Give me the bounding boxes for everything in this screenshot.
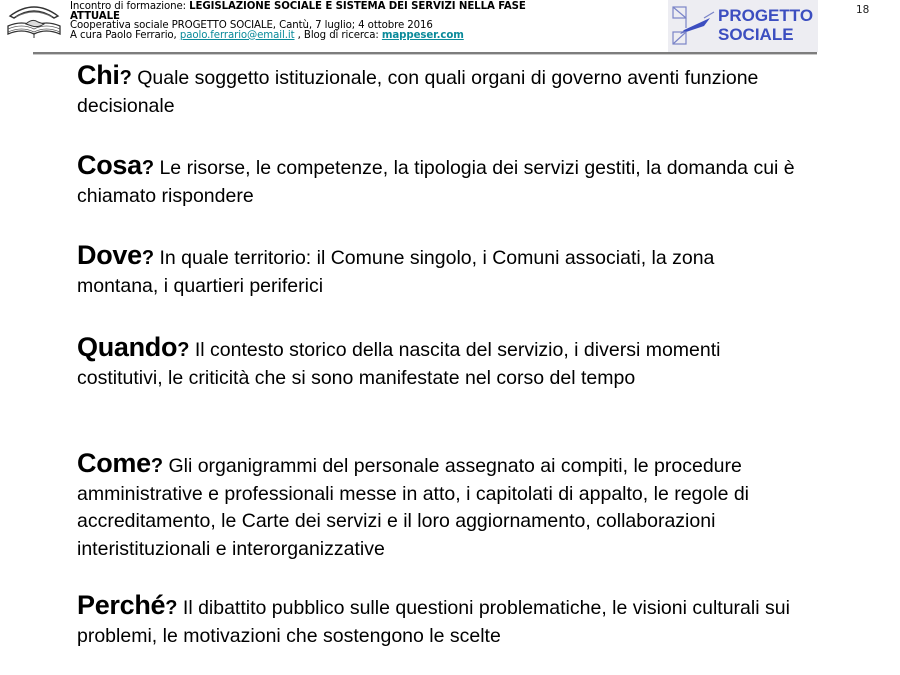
blog-prefix: , Blog di ricerca: [294,29,382,41]
question-block-perche [77,592,797,650]
event-title-cont: ATTUALE [70,10,120,22]
question-mark: ? [165,597,178,619]
question-keyword: Quando [77,332,178,362]
question-block-dove [77,242,797,300]
question-text: In quale territorio: il Comune singolo, i Comuni associati, la zona montana, i quartieri periferici [77,247,715,297]
question-keyword: Dove [77,240,142,270]
question-text: Il dibattito pubblico sulle questioni problematiche, le visioni culturali sui problemi, le motivazioni che sostengono le scelte [77,597,790,647]
question-keyword: Perché [77,590,166,620]
blog-link[interactable]: mappeser.com [381,29,464,41]
question-text: Il contesto storico della nascita del servizio, i diversi momenti costitutivi, le criticità che si sono manifestate nel corso del tempo [77,339,721,389]
slide-header [0,0,900,56]
progetto-sociale-logo-icon [670,4,716,48]
question-keyword: Chi [77,60,120,90]
question-block-chi [77,62,797,120]
organizer-line: Cooperativa sociale PROGETTO SOCIALE, Cantù, 7 luglio; 4 ottobre 2016 [70,20,433,32]
page-number: 18 [856,4,870,16]
header-divider [33,52,817,55]
curator-prefix: A cura Paolo Ferrario, [70,29,180,41]
question-text: Quale soggetto istituzionale, con quali organi di governo aventi funzione decisionale [77,67,759,117]
question-text: Gli organigrammi del personale assegnato ai compiti, le procedure amministrative e professionali messe in atto, i capitolati di appalto, le regole di accreditamento, le Carte dei servizi e il loro aggiornamento, collaborazioni interistituzionali e interorganizzative [77,455,750,560]
question-keyword: Come [77,448,151,478]
question-mark: ? [119,67,132,89]
event-prefix: Incontro di formazione: [70,1,190,12]
progetto-sociale-logo [668,0,818,52]
question-block-come [77,450,797,563]
logo-text-line2: SOCIALE [718,25,794,44]
question-mark: ? [141,157,155,179]
question-block-quando [77,334,797,392]
email-link[interactable]: paolo.ferrario@email.it [179,29,295,41]
question-text: Le risorse, le competenze, la tipologia dei servizi gestiti, la domanda cui è chiamato rispondere [77,157,795,207]
question-mark: ? [177,339,190,361]
question-keyword: Cosa [77,150,142,180]
question-block-cosa [77,152,797,210]
question-mark: ? [150,455,164,477]
header-info [70,2,630,40]
open-book-handshake-logo-icon [4,2,64,40]
event-title: LEGISLAZIONE SOCIALE E SISTEMA DEI SERVIZI NELLA FASE [189,1,526,12]
logo-text-line1: PROGETTO [718,6,814,25]
question-mark: ? [141,247,155,269]
